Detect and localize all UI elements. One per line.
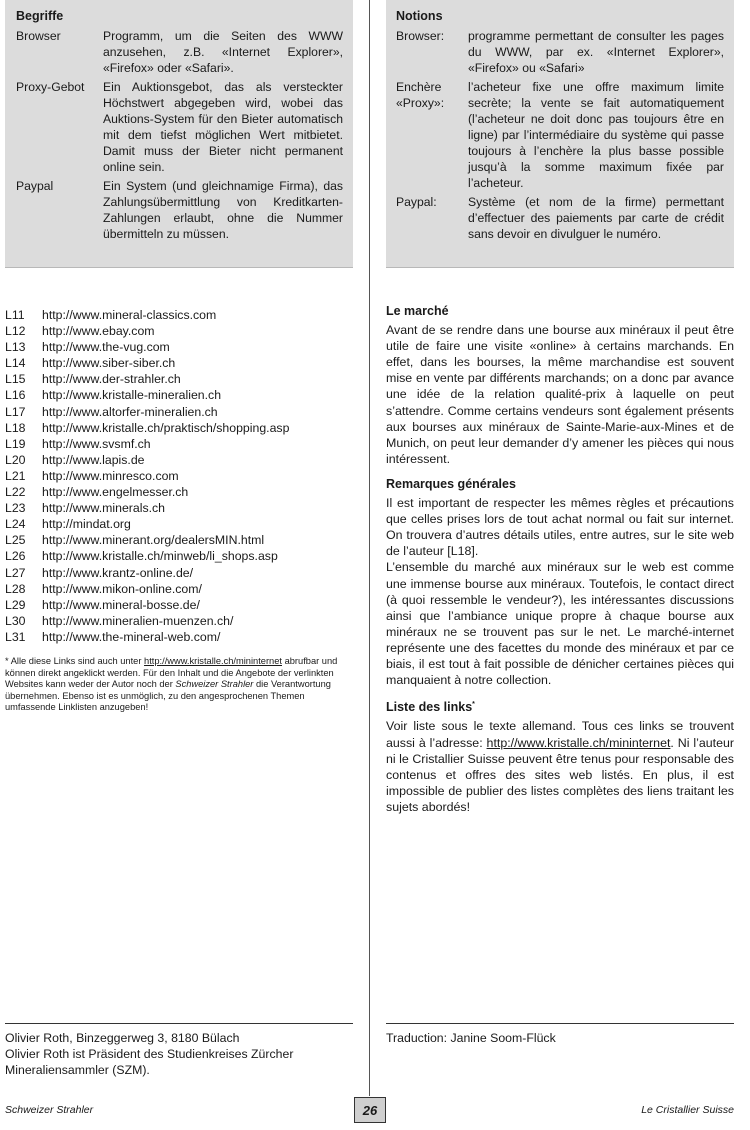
paragraph-text: . Ni l’auteur ni le Cristallier Suisse peuvent être tenus pour responsable des contenus et offres des sites web listés. En plus, il est impossible de publier des listes complètes des liens traitant les sujets abordés! — [386, 735, 734, 814]
translator-credit: Traduction: Janine Soom-Flück — [386, 1031, 556, 1045]
glossary-definition: Système (et nom de la firme) permettant d’effectuer des paiements par carte de crédit sans devoir en divulguer le numéro. — [468, 195, 724, 241]
glossary-entry — [396, 79, 724, 191]
link-url[interactable]: http://www.minerant.org/dealersMIN.html — [42, 533, 265, 548]
glossary-entry — [396, 28, 724, 76]
link-row — [5, 629, 353, 645]
section-heading-liste — [386, 697, 734, 715]
author-bio: Olivier Roth ist Präsident des Studienkreises Zürcher Mineraliensammler (SZM). — [5, 1047, 294, 1078]
link-row — [5, 404, 353, 420]
author-address: Olivier Roth, Binzeggerweg 3, 8180 Bülach — [5, 1031, 240, 1045]
glossary-definition: Ein System (und gleichnamige Firma), das Zahlungsübermittlung von Kreditkarten-Zahlungen erlaubt, ohne die Nummer übermitteln zu müssen. — [103, 179, 343, 241]
link-url[interactable]: http://www.the-mineral-web.com/ — [42, 629, 221, 644]
link-code: L31 — [5, 629, 26, 644]
link-url[interactable]: http://www.der-strahler.ch — [42, 372, 181, 387]
link-url[interactable]: http://www.altorfer-mineralien.ch — [42, 404, 218, 419]
link-row — [5, 307, 353, 323]
inline-link[interactable]: http://www.kristalle.ch/mininternet — [486, 735, 671, 750]
link-url[interactable]: http://www.lapis.de — [42, 452, 145, 467]
link-row — [5, 387, 353, 403]
link-url[interactable]: http://www.kristalle.ch/minweb/li_shops.asp — [42, 549, 278, 564]
link-code: L24 — [5, 517, 26, 532]
link-code: L22 — [5, 485, 26, 500]
link-row — [5, 452, 353, 468]
link-row — [5, 420, 353, 436]
link-code: L15 — [5, 372, 26, 387]
link-code: L19 — [5, 436, 26, 451]
paragraph: Avant de se rendre dans une bourse aux minéraux il peut être utile de faire une visite «online» à certains marchands. En effet, dans les bourses, la même marchandise est souvent mise en vente par différents marchands; on a donc par avance une idée de la relation qualité-prix à laquelle on peut s’attendre. Comme certains vendeurs sont également présents aux bourses aux minéraux de Sainte-Marie-aux-Mines et de Munich, on peut leur demander d’y amener les pièces qui nous intéressent. — [386, 323, 734, 466]
link-row — [5, 339, 353, 355]
footnote-text: die Verantwortung übernehmen. Ebenso ist es unmöglich, zu den angesprochenen Themen umfassende Linklisten anzugeben! — [5, 679, 331, 713]
link-url[interactable]: http://www.kristalle-mineralien.ch — [42, 388, 222, 403]
glossary-entry — [16, 178, 343, 242]
link-row — [5, 323, 353, 339]
link-url[interactable]: http://www.minresco.com — [42, 468, 179, 483]
paragraph: L’ensemble du marché aux minéraux sur le web est comme une immense bourse aux minéraux. Toutefois, le contact direct (à quoi ressemble le vendeur?), les intéressantes discussions ainsi que l’ambiance unique propre à chaque bourse aux minéraux ne se trouvent pas sur le net. Le marché-internet représente une des facettes du monde des minéraux et par ce biais, il est tout à fait possible de dénicher certaines pièces qui manquaient à notre collection. — [386, 560, 734, 688]
link-code: L14 — [5, 356, 26, 371]
link-code: L29 — [5, 597, 26, 612]
link-url[interactable]: http://mindat.org — [42, 517, 131, 532]
footnote-text: abrufbar und können direkt angeklickt werden. Für den Inhalt und die Angebote der verlinkten Websites kann weder der Autor noch der — [5, 656, 338, 690]
link-url[interactable]: http://www.mineral-bosse.de/ — [42, 597, 200, 612]
link-code: L11 — [5, 308, 25, 322]
link-code: L13 — [5, 340, 26, 355]
glossary-entry — [16, 79, 343, 175]
link-code: L25 — [5, 533, 26, 548]
link-code: L17 — [5, 404, 26, 419]
link-url[interactable]: http://www.krantz-online.de/ — [42, 565, 194, 580]
glossary-definition: Programm, um die Seiten des WWW anzusehen, z.B. «Internet Explorer», «Firefox» oder «Safari». — [103, 29, 343, 75]
paragraph-text: Voir liste sous le texte allemand. Tous ces links se trouvent aussi à l’adresse: — [386, 719, 734, 750]
glossary-title: Notions — [396, 9, 443, 23]
link-list — [5, 307, 353, 645]
link-row — [5, 371, 353, 387]
link-row — [5, 500, 353, 516]
glossary-definition: programme permettant de consulter les pages du WWW, par ex. «Internet Explorer», «Firefox» ou «Safari» — [468, 29, 724, 75]
page-number: 26 — [354, 1097, 386, 1123]
link-row — [5, 436, 353, 452]
glossary-title: Begriffe — [16, 9, 64, 23]
glossary-term: Browser — [16, 29, 61, 43]
glossary-term: Browser: — [396, 29, 445, 43]
glossary-term: Paypal — [16, 179, 54, 193]
footnote-link[interactable]: http://www.kristalle.ch/mininternet — [144, 656, 282, 666]
link-row — [5, 613, 353, 629]
link-url[interactable]: http://www.mineralien-muenzen.ch/ — [42, 613, 234, 628]
footnote-publication: Schweizer Strahler — [175, 679, 254, 690]
link-url[interactable]: http://www.the-vug.com — [42, 340, 170, 355]
french-article — [386, 303, 734, 815]
link-row — [5, 355, 353, 371]
glossary-entry — [396, 194, 724, 242]
link-code: L26 — [5, 549, 26, 564]
paragraph — [386, 718, 734, 815]
link-url[interactable]: http://www.siber-siber.ch — [42, 356, 176, 371]
footer-publication-fr: Le Cristallier Suisse — [641, 1104, 734, 1116]
glossary-term: Enchère «Proxy»: — [396, 80, 445, 110]
footnote-marker: * — [472, 701, 475, 709]
paragraph: Il est important de respecter les mêmes règles et précautions que celles prises lors de tout achat normal ou fait sur internet. On trouvera d’autres détails utiles, entre autres, sur le site web de l’auteur [L18]. — [386, 496, 734, 559]
link-row — [5, 516, 353, 532]
divider-right — [386, 1023, 734, 1024]
section-heading-text: Liste des links — [386, 700, 473, 715]
glossary-box-german — [5, 0, 353, 268]
link-code: L18 — [5, 420, 26, 435]
link-url[interactable]: http://www.minerals.ch — [42, 501, 166, 516]
link-code: L28 — [5, 581, 26, 596]
link-code: L16 — [5, 388, 26, 403]
link-row — [5, 565, 353, 581]
link-code: L20 — [5, 452, 26, 467]
link-code: L30 — [5, 613, 26, 628]
section-heading-remarques: Remarques générales — [386, 476, 516, 491]
glossary-box-french — [386, 0, 734, 268]
footer-publication-de: Schweizer Strahler — [5, 1104, 94, 1116]
glossary-term: Proxy-Gebot — [16, 80, 85, 94]
column-divider — [369, 0, 370, 1096]
divider-left — [5, 1023, 353, 1024]
link-row — [5, 468, 353, 484]
glossary-definition: l’acheteur fixe une offre maximum limite secrète; la vente se fait automatiquement (l’acheteur ne doit donc pas toujours être en ligne) par l’intermédiaire du système qui passe toujours à l’enchère la plus basse possible jusqu’à la somme maximum fixée par l’acheteur. — [468, 80, 724, 190]
link-row — [5, 548, 353, 564]
footnote — [5, 656, 353, 714]
link-row — [5, 581, 353, 597]
section-heading-marche: Le marché — [386, 304, 449, 318]
author-info — [5, 1030, 355, 1078]
link-url[interactable]: http://www.mikon-online.com/ — [42, 581, 202, 596]
glossary-definition: Ein Auktionsgebot, das als versteckter Höchstwert abgegeben wird, wobei das Auktions-System für den Bieter automatisch mit dem tiefst möglichen Wert mitbietet. Damit muss der Bieter nicht permanent online sein. — [103, 80, 343, 174]
link-url[interactable]: http://www.svsmf.ch — [42, 436, 151, 451]
link-row — [5, 597, 353, 613]
link-code: L23 — [5, 501, 26, 516]
link-code: L21 — [5, 468, 26, 483]
glossary-entry — [16, 28, 343, 76]
link-url[interactable]: http://www.kristalle.ch/praktisch/shopping.asp — [42, 420, 290, 435]
link-url[interactable]: http://www.mineral-classics.com — [42, 308, 217, 322]
link-url[interactable]: http://www.engelmesser.ch — [42, 485, 189, 500]
link-row — [5, 532, 353, 548]
link-url[interactable]: http://www.ebay.com — [42, 324, 155, 339]
footnote-text: * Alle diese Links sind auch unter — [5, 656, 145, 666]
link-code: L12 — [5, 324, 26, 339]
glossary-term: Paypal: — [396, 195, 437, 209]
link-code: L27 — [5, 565, 26, 580]
link-row — [5, 484, 353, 500]
